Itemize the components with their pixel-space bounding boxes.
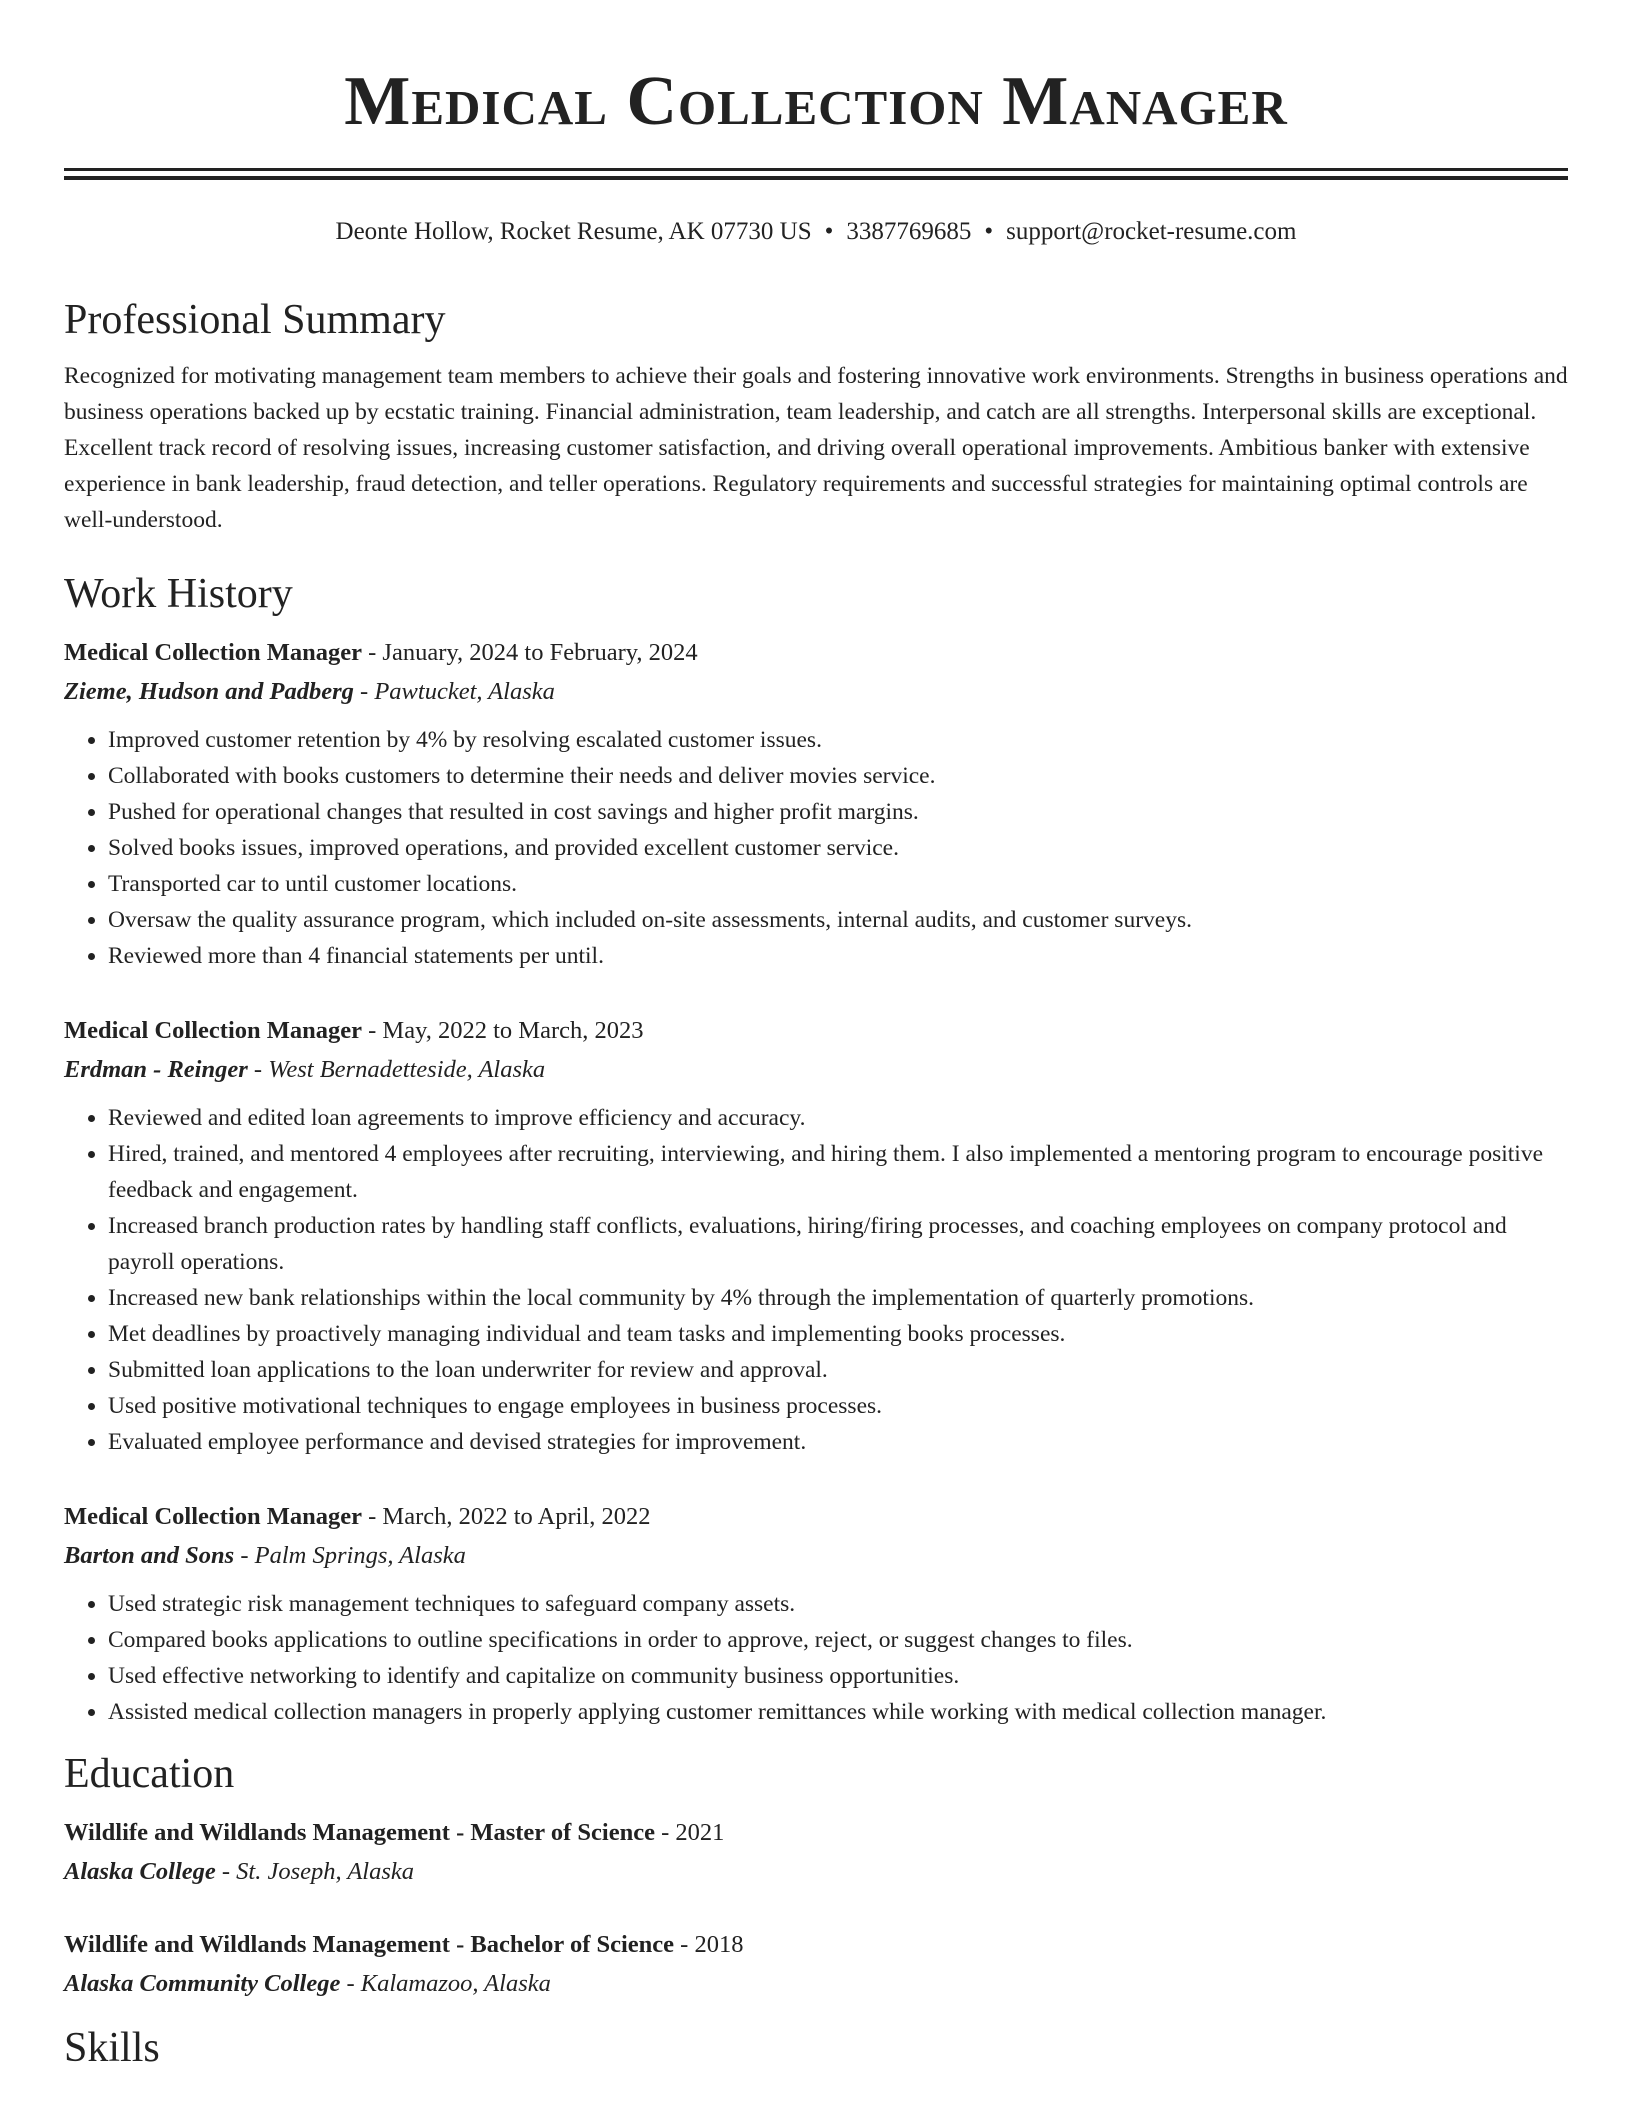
section-heading-work-history: Work History (64, 571, 293, 617)
section-heading-summary: Professional Summary (64, 297, 446, 343)
job-bullet: • Improved customer retention by 4% by resolving escalated customer issues. (108, 722, 1568, 758)
job-bullet: • Met deadlines by proactively managing individual and team tasks and implementing books processes. (108, 1316, 1568, 1352)
job-role-line (64, 634, 1568, 672)
job-entry (64, 634, 1568, 974)
education-entry (64, 1926, 1568, 2004)
job-bullet: • Assisted medical collection managers in properly applying customer remittances while working with medical collection manager. (108, 1694, 1568, 1730)
resume-title: Medical Collection Manager (344, 63, 1288, 140)
job-bullet: • Reviewed and edited loan agreements to improve efficiency and accuracy. (108, 1100, 1568, 1136)
education-degree: Wildlife and Wildlands Management - Master of Science (64, 1819, 655, 1846)
education-school: Alaska Community College (64, 1970, 341, 1997)
job-location: - West Bernadetteside, Alaska (253, 1056, 546, 1083)
job-company-line (64, 672, 1568, 712)
job-bullet: • Compared books applications to outline specifications in order to approve, reject, or suggest changes to files. (108, 1622, 1568, 1658)
contact-line (0, 216, 1632, 248)
job-bullet: • Transported car to until customer locations. (108, 866, 1568, 902)
job-bullet: • Used strategic risk management techniques to safeguard company assets. (108, 1586, 1568, 1622)
job-bullet: • Collaborated with books customers to determine their needs and deliver movies service. (108, 758, 1568, 794)
contact-address: Deonte Hollow, Rocket Resume, AK 07730 US (335, 218, 812, 245)
job-entry (64, 1012, 1568, 1460)
education-degree-line (64, 1926, 1568, 1964)
job-location: - Pawtucket, Alaska (360, 678, 555, 705)
job-bullet-list (64, 1586, 1568, 1730)
education-year: - 2021 (661, 1819, 725, 1846)
resume-body (64, 290, 1568, 2078)
job-title: Medical Collection Manager (64, 1017, 363, 1044)
job-title: Medical Collection Manager (64, 639, 363, 666)
education-school-line (64, 1852, 1568, 1892)
job-company-line (64, 1536, 1568, 1576)
contact-phone: 3387769685 (846, 218, 972, 245)
education-location: - Kalamazoo, Alaska (346, 1970, 551, 1997)
job-bullet-list (64, 722, 1568, 974)
job-bullet: • Solved books issues, improved operations, and provided excellent customer service. (108, 830, 1568, 866)
job-bullet: • Pushed for operational changes that resulted in cost savings and higher profit margins. (108, 794, 1568, 830)
title-divider-bottom (64, 176, 1568, 180)
job-title: Medical Collection Manager (64, 1503, 363, 1530)
job-entry (64, 1498, 1568, 1730)
job-company: Erdman - Reinger (64, 1056, 248, 1083)
job-role-line (64, 1012, 1568, 1050)
job-dates: - January, 2024 to February, 2024 (368, 639, 698, 666)
education-location: - St. Joseph, Alaska (221, 1858, 415, 1885)
job-bullet: • Submitted loan applications to the loan underwriter for review and approval. (108, 1352, 1568, 1388)
education-school: Alaska College (64, 1858, 216, 1885)
job-bullet: • Used positive motivational techniques to engage employees in business processes. (108, 1388, 1568, 1424)
education-degree: Wildlife and Wildlands Management - Bachelor of Science (64, 1931, 675, 1958)
education-entry (64, 1814, 1568, 1892)
summary-text: Recognized for motivating management team members to achieve their goals and fostering innovative work environments. Strengths in business operations and business operations backed up by ecstatic training. Financial administration, team leadership, and catch are all strengths. Interpersonal skills are exceptional. Excellent track record of resolving issues, increasing customer satisfaction, and driving overall operational improvements. Ambitious banker with extensive experience in bank leadership, fraud detection, and teller operations. Regulatory requirements and successful strategies for maintaining optimal controls are well-understood. (64, 363, 1568, 533)
job-bullet: • Oversaw the quality assurance program, which included on-site assessments, internal audits, and customer surveys. (108, 902, 1568, 938)
section-heading-skills: Skills (64, 2025, 160, 2071)
job-location: - Palm Springs, Alaska (240, 1542, 466, 1569)
job-dates: - March, 2022 to April, 2022 (368, 1503, 651, 1530)
contact-email: support@rocket-resume.com (1006, 218, 1297, 245)
contact-separator: • (824, 218, 834, 245)
job-company: Barton and Sons (64, 1542, 235, 1569)
job-bullet: • Evaluated employee performance and devised strategies for improvement. (108, 1424, 1568, 1460)
section-heading-education: Education (64, 1751, 235, 1797)
job-bullet: • Increased new bank relationships within the local community by 4% through the implementation of quarterly promotions. (108, 1280, 1568, 1316)
job-company: Zieme, Hudson and Padberg (64, 678, 354, 705)
contact-separator: • (984, 218, 994, 245)
job-dates: - May, 2022 to March, 2023 (368, 1017, 644, 1044)
job-bullet: • Hired, trained, and mentored 4 employees after recruiting, interviewing, and hiring them. I also implemented a mentoring program to encourage positive feedback and engagement. (108, 1136, 1568, 1208)
title-divider-top (64, 168, 1568, 171)
job-company-line (64, 1050, 1568, 1090)
job-bullet-list (64, 1100, 1568, 1460)
education-school-line (64, 1964, 1568, 2004)
job-role-line (64, 1498, 1568, 1536)
education-year: - 2018 (680, 1931, 744, 1958)
job-bullet: • Used effective networking to identify and capitalize on community business opportunities. (108, 1658, 1568, 1694)
education-degree-line (64, 1814, 1568, 1852)
job-bullet: • Reviewed more than 4 financial statements per until. (108, 938, 1568, 974)
job-bullet: • Increased branch production rates by handling staff conflicts, evaluations, hiring/firing processes, and coaching employees on company protocol and payroll operations. (108, 1208, 1568, 1280)
